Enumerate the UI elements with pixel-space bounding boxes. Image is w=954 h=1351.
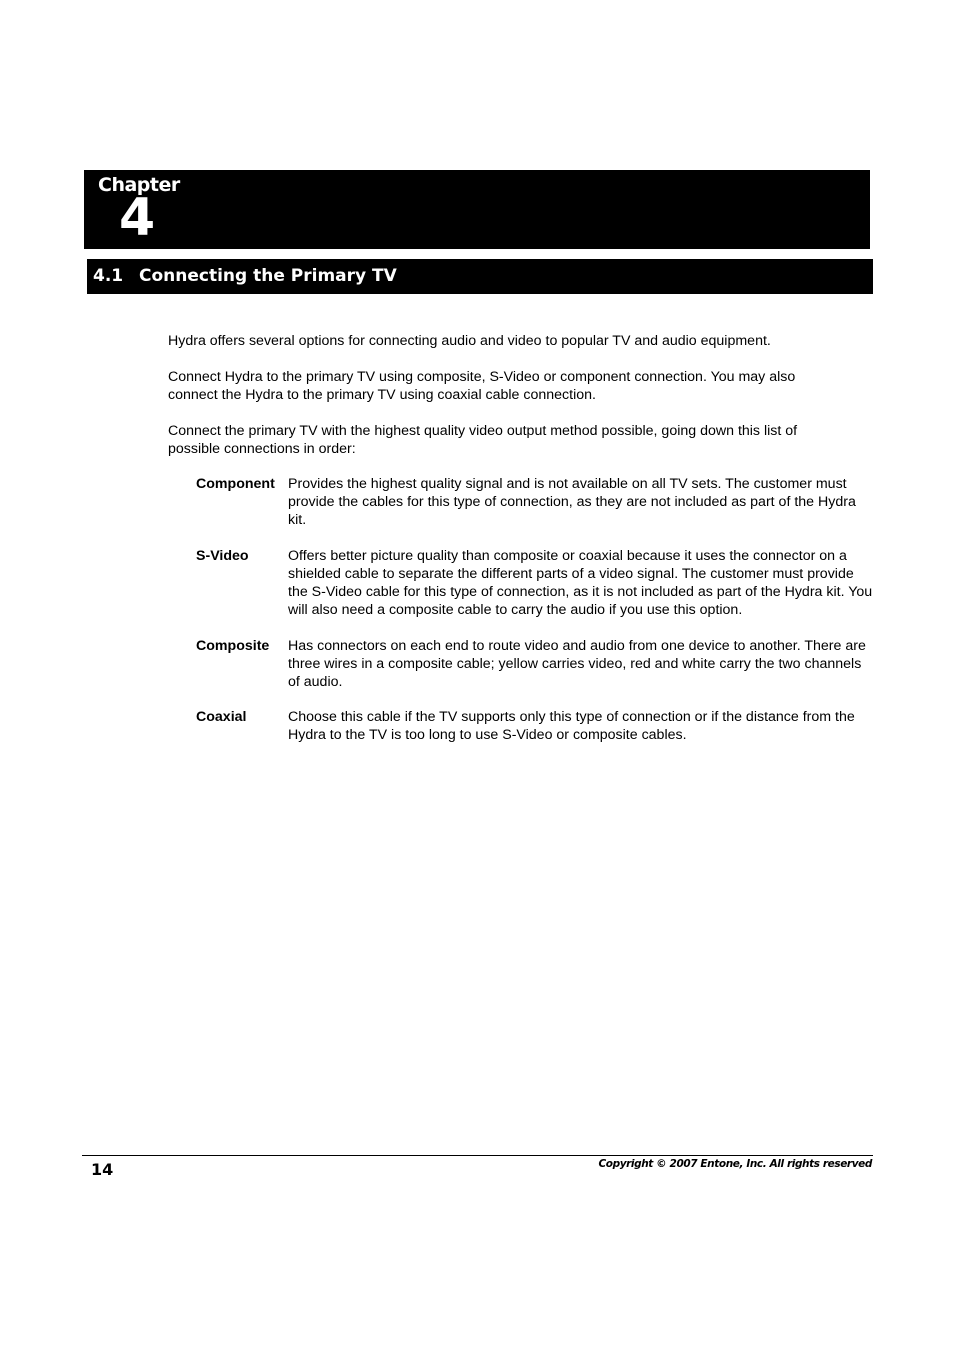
definition-composite: Has connectors on each end to route video and audio from one device to another. There are three wires in a composite cable; yellow carries video, red and white carry the two channels of audio. [288,638,866,690]
term-coaxial: Coaxial [196,709,247,725]
section-title: Connecting the Primary TV [139,266,397,286]
footer-divider [82,1155,873,1156]
definition-s-video: Offers better picture quality than composite or coaxial because it uses the connector on a shielded cable to separate the different parts of a video signal. The customer must provide the S-Video cable for this type of connection, as it is not included as part of the Hydra kit. You will also need a composite cable to carry the audio if you use this option. [288,548,873,618]
intro-paragraph: Hydra offers several options for connecting audio and video to popular TV and audio equipment. [168,333,771,349]
term-composite: Composite [196,638,270,654]
section-heading [87,259,873,294]
term-s-video: S-Video [196,548,249,564]
copyright-notice: Copyright © 2007 Entone, Inc. All rights reserved [598,1158,872,1170]
chapter-label: Chapter [98,174,180,196]
order-paragraph: Connect the primary TV with the highest quality video output method possible, going down this list of possible connections in order: [168,423,798,457]
page-number: 14 [91,1160,114,1179]
definition-coaxial: Choose this cable if the TV supports only this type of connection or if the distance from the Hydra to the TV is too long to use S-Video or composite cables. [288,709,855,743]
connect-paragraph: Connect Hydra to the primary TV using composite, S-Video or component connection. You may also connect the Hydra to the primary TV using coaxial cable connection. [168,369,796,403]
definition-component: Provides the highest quality signal and is not available on all TV sets. The customer must provide the cables for this type of connection, as they are not included as part of the Hydra kit. [288,476,856,528]
section-number: 4.1 [93,266,124,286]
chapter-number: 4 [119,188,156,248]
chapter-banner [84,170,870,249]
term-component: Component [196,476,275,492]
